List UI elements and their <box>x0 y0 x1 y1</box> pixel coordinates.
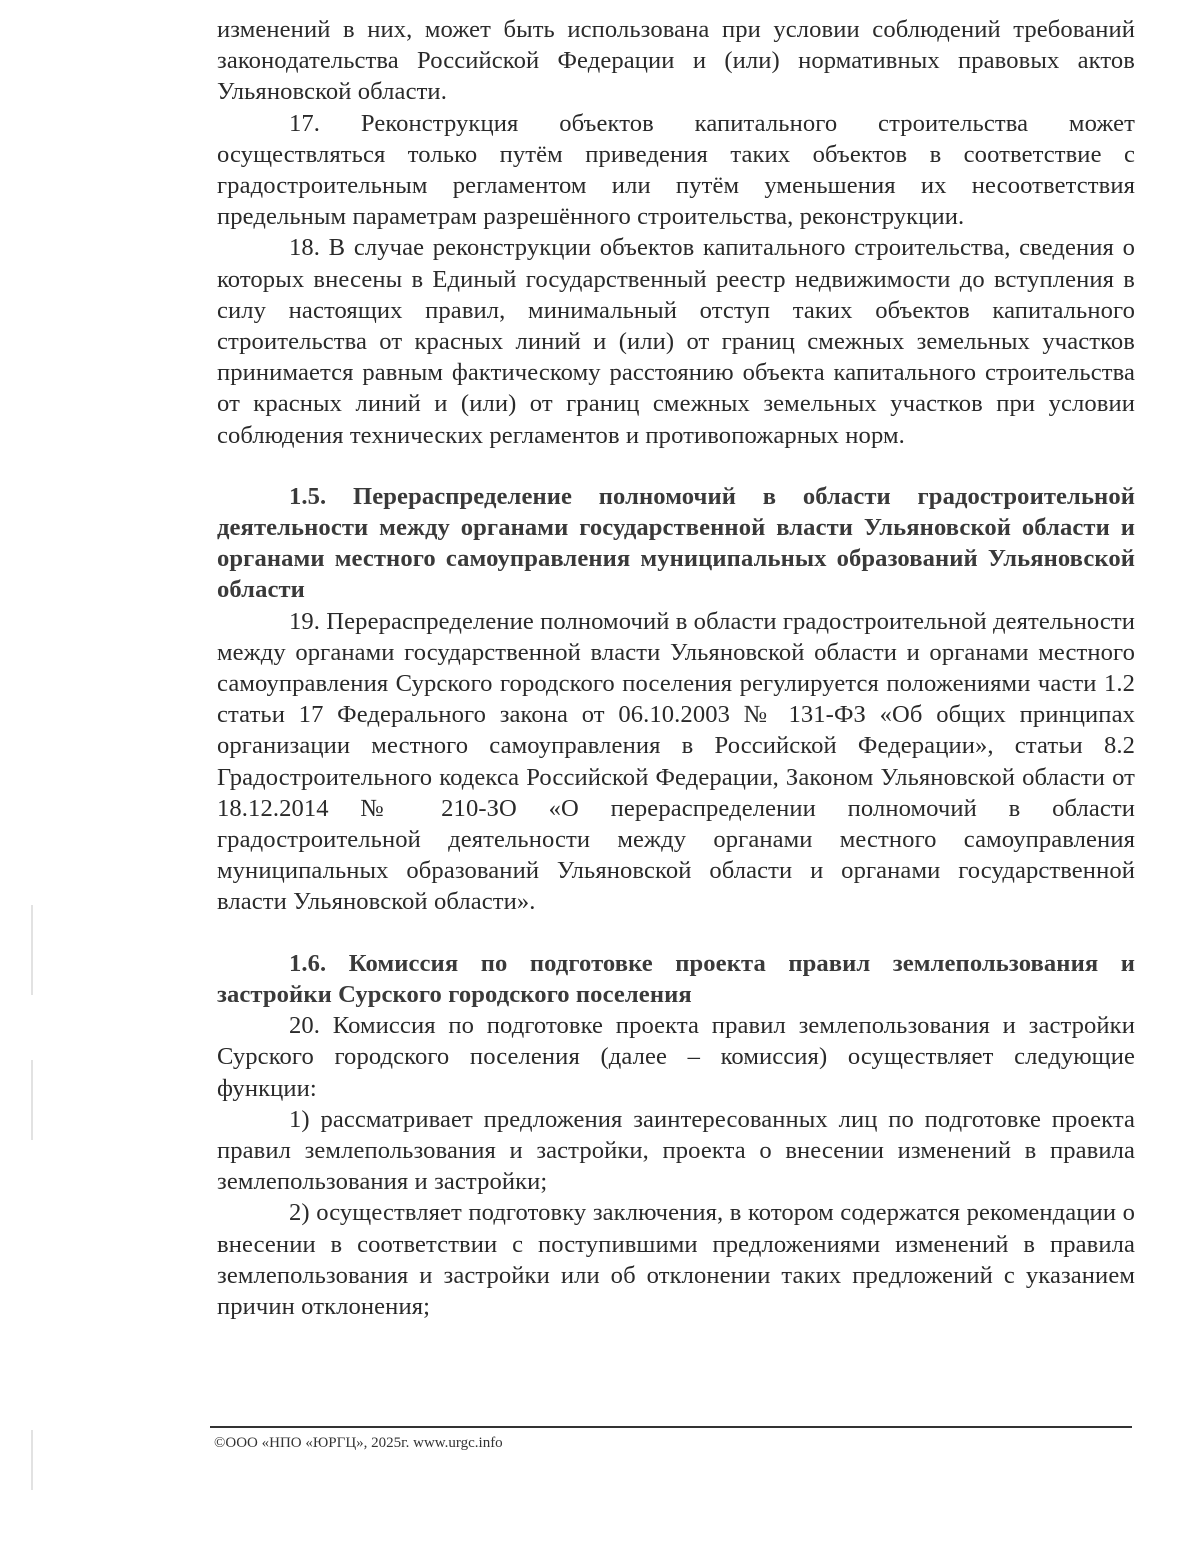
paragraph-19: 19. Перераспределение полномочий в области градостроительной деятельности между органами государственной власти Ульяновской области и органами местного самоуправления Сурского городского поселения регулируется положениями части 1.2 статьи 17 Федерального закона от 06.10.2003 № 131-ФЗ «Об общих принципах организации местного самоуправления в Российской Федерации», статьи 8.2 Градостроительного кодекса Российской Федерации, Законом Ульяновской области от 18.12.2014 № 210-ЗО «О перераспределении полномочий в области градостроительной деятельности между органами местного самоуправления муниципальных образований Ульяновской области и органами государственной власти Ульяновской области». <box>217 607 1135 916</box>
section-heading-1-5: 1.5. Перераспределение полномочий в области градостроительной деятельности между органами государственной власти Ульяновской области и органами местного самоуправления муниципальных образований Ульяновской области <box>217 482 1135 604</box>
section-heading-1-6: 1.6. Комиссия по подготовке проекта правил землепользования и застройки Сурского городского поселения <box>217 949 1135 1008</box>
paragraph-20: 20. Комиссия по подготовке проекта правил землепользования и застройки Сурского городского поселения (далее – комиссия) осуществляет следующие функции: <box>217 1012 1135 1102</box>
paragraph-continuation: изменений в них, может быть использована при условии соблюдений требований законодательства Российской Федерации и (или) нормативных правовых актов Ульяновской области. <box>217 16 1135 106</box>
scan-edge-mark <box>31 1430 33 1490</box>
paragraph-17: 17. Реконструкция объектов капитального строительства может осуществляться только путём приведения таких объектов в соответствие с градостроительным регламентом или путём уменьшения их несоответствия предельным параметрам разрешённого строительства, реконструкции. <box>217 109 1135 231</box>
paragraph-18: 18. В случае реконструкции объектов капитального строительства, сведения о которых внесены в Единый государственный реестр недвижимости до вступления в силу настоящих правил, минимальный отступ таких объектов капитального строительства от красных линий и (или) от границ смежных земельных участков принимается равным фактическому расстоянию объекта капитального строительства от красных линий и (или) от границ смежных земельных участков при условии соблюдения технических регламентов и противопожарных норм. <box>217 234 1135 449</box>
list-item-1: 1) рассматривает предложения заинтересованных лиц по подготовке проекта правил землепользования и застройки, проекта о внесении изменений в правила землепользования и застройки; <box>217 1105 1135 1196</box>
footer-divider <box>210 1426 1132 1428</box>
list-item-2: 2) осуществляет подготовку заключения, в котором содержатся рекомендации о внесении в соответствии с поступившими предложениями изменений в правила землепользования и застройки или об отклонении таких предложений с указанием причин отклонения; <box>217 1199 1135 1320</box>
scan-edge-mark <box>31 905 33 995</box>
footer-copyright: ©ООО «НПО «ЮРГЦ», 2025г. www.urgc.info <box>214 1435 503 1451</box>
scan-edge-mark <box>31 1060 33 1140</box>
document-page <box>217 14 1135 1322</box>
